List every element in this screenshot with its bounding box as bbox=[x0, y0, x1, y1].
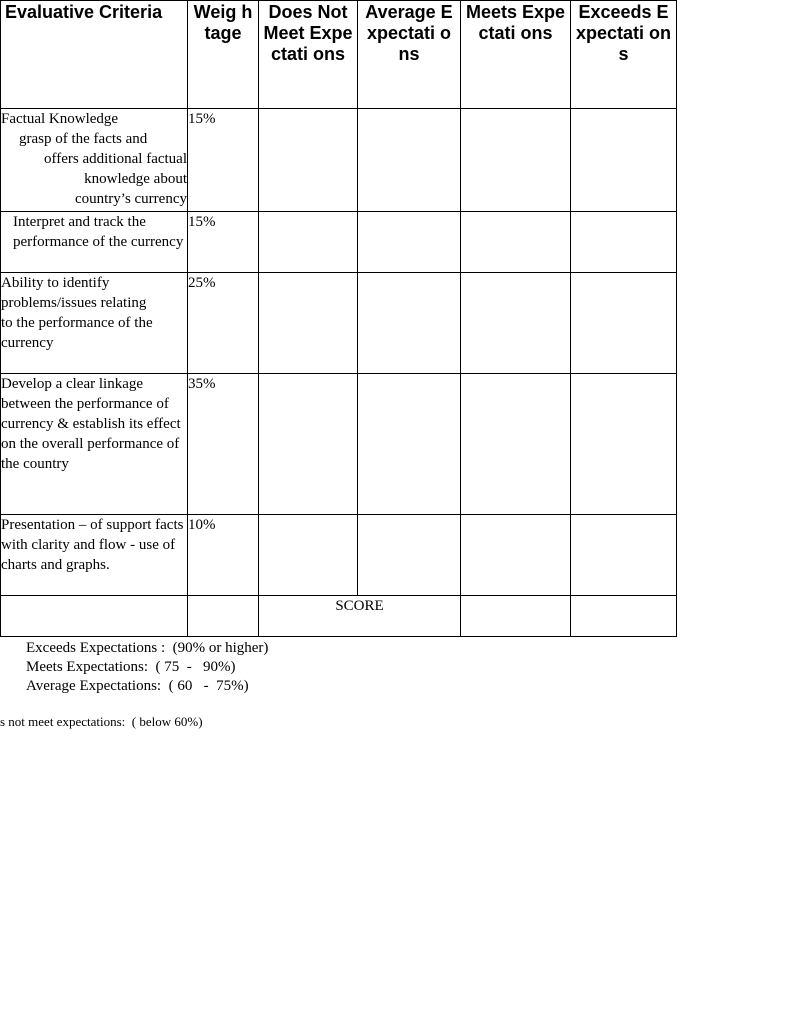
rating-cell[interactable] bbox=[358, 109, 461, 212]
table-row bbox=[1, 212, 677, 273]
criterion-cell bbox=[1, 109, 188, 212]
table-row bbox=[1, 515, 677, 596]
header-meets: Meets Expectati ons bbox=[461, 1, 571, 109]
table-row bbox=[1, 374, 677, 515]
criterion-cell: Interpret and track the performance of the currency bbox=[1, 212, 188, 273]
criterion-line: grasp of the facts and bbox=[19, 131, 148, 147]
criterion-line: country’s currency bbox=[74, 191, 187, 207]
weight-cell: 35% bbox=[188, 374, 259, 515]
rating-cell[interactable] bbox=[358, 273, 461, 374]
rating-cell[interactable] bbox=[571, 515, 677, 596]
score-label: SCORE bbox=[259, 596, 461, 637]
rating-cell[interactable] bbox=[571, 273, 677, 374]
criterion-line: knowledge about bbox=[84, 171, 187, 187]
score-empty-cell bbox=[1, 596, 188, 637]
rating-cell[interactable] bbox=[571, 212, 677, 273]
criterion-cell: Ability to identify problems/issues relating to the performance of the currency bbox=[1, 273, 188, 374]
rating-cell[interactable] bbox=[461, 273, 571, 374]
rating-cell[interactable] bbox=[461, 515, 571, 596]
score-cell[interactable] bbox=[461, 596, 571, 637]
rating-cell[interactable] bbox=[358, 374, 461, 515]
criterion-line: Factual Knowledge bbox=[1, 111, 119, 127]
score-cell[interactable] bbox=[571, 596, 677, 637]
criterion-cell: Presentation – of support facts with clarity and flow - use of charts and graphs. bbox=[1, 515, 188, 596]
rating-cell[interactable] bbox=[259, 515, 358, 596]
legend-meets: Meets Expectations: ( 75 - 90%) bbox=[26, 659, 236, 675]
weight-cell: 25% bbox=[188, 273, 259, 374]
legend-exceeds: Exceeds Expectations : (90% or higher) bbox=[26, 640, 269, 656]
rating-cell[interactable] bbox=[571, 109, 677, 212]
legend-average: Average Expectations: ( 60 - 75%) bbox=[26, 678, 249, 694]
rating-cell[interactable] bbox=[358, 212, 461, 273]
header-evaluative-criteria: Evaluative Criteria bbox=[1, 1, 188, 109]
rating-cell[interactable] bbox=[461, 374, 571, 515]
criterion-line: offers additional factual bbox=[44, 151, 187, 167]
header-weightage: Weig htage bbox=[188, 1, 259, 109]
header-exceeds: Exceeds Expectati ons bbox=[571, 1, 677, 109]
rating-cell[interactable] bbox=[259, 374, 358, 515]
rating-cell[interactable] bbox=[259, 109, 358, 212]
weight-cell: 15% bbox=[188, 109, 259, 212]
header-average: Average Expectati ons bbox=[358, 1, 461, 109]
weight-cell: 15% bbox=[188, 212, 259, 273]
criterion-cell: Develop a clear linkage between the performance of currency & establish its effect on the overall performance of the country bbox=[1, 374, 188, 515]
rating-cell[interactable] bbox=[461, 212, 571, 273]
score-empty-cell bbox=[188, 596, 259, 637]
score-row bbox=[1, 596, 677, 637]
rating-cell[interactable] bbox=[259, 273, 358, 374]
header-row bbox=[1, 1, 677, 109]
rating-cell[interactable] bbox=[358, 515, 461, 596]
rating-cell[interactable] bbox=[461, 109, 571, 212]
legend-does-not-meet: s not meet expectations: ( below 60%) bbox=[0, 714, 203, 729]
header-does-not-meet: Does Not Meet Expectati ons bbox=[259, 1, 358, 109]
table-row bbox=[1, 109, 677, 212]
table-row bbox=[1, 273, 677, 374]
rating-cell[interactable] bbox=[571, 374, 677, 515]
weight-cell: 10% bbox=[188, 515, 259, 596]
rating-cell[interactable] bbox=[259, 212, 358, 273]
